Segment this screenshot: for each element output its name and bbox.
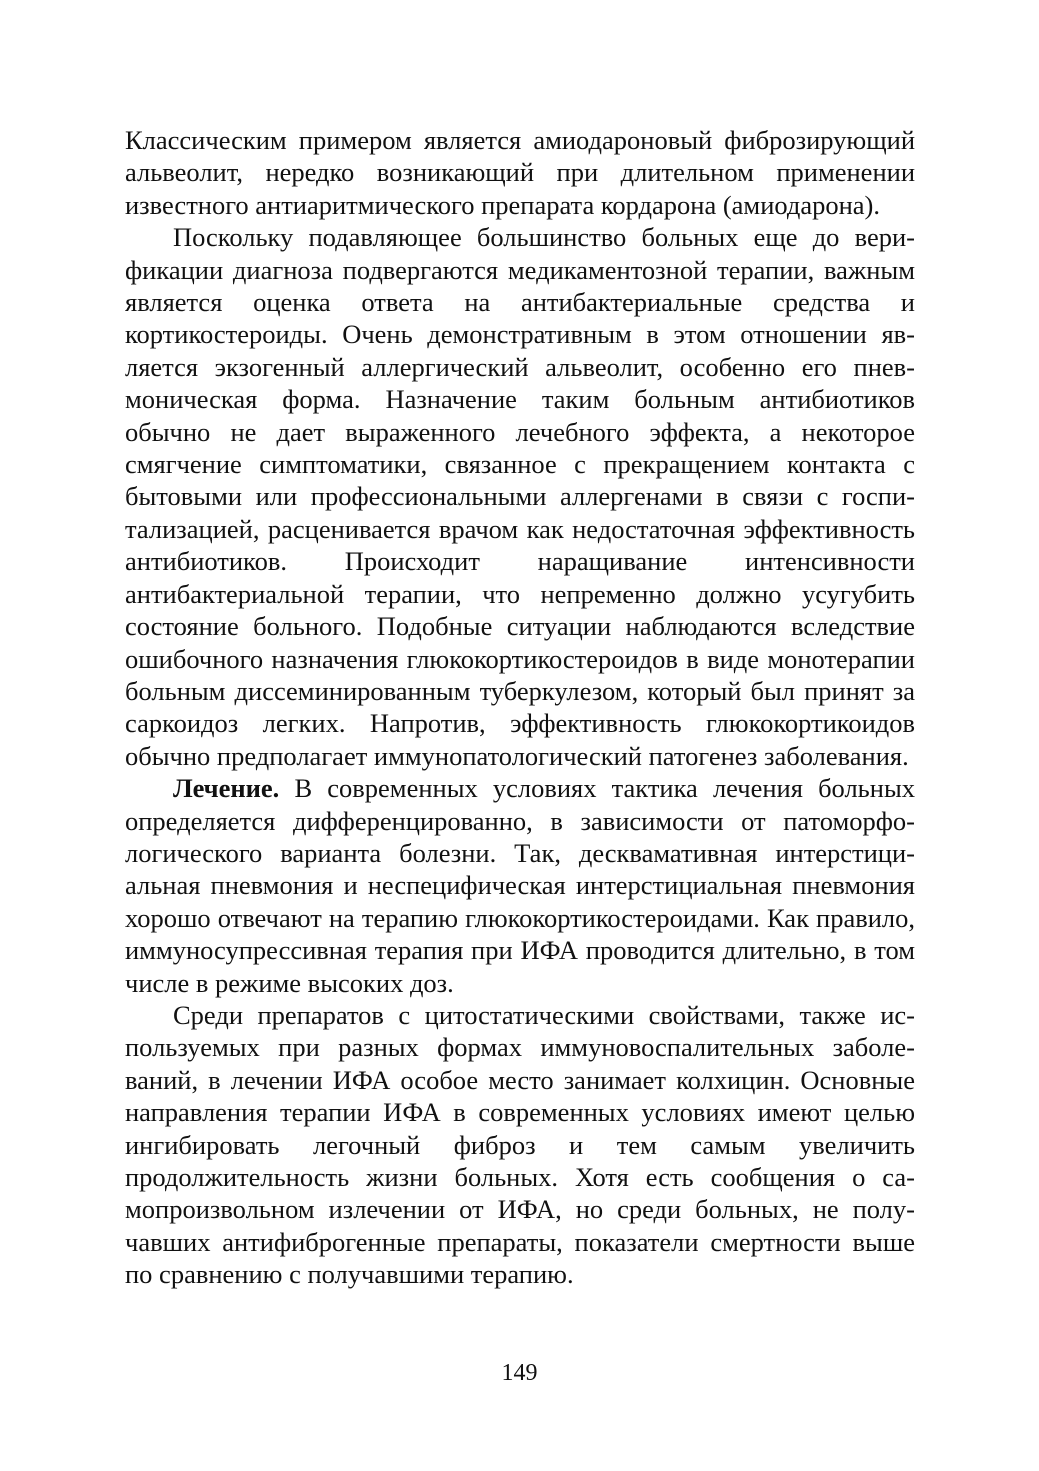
paragraph-treatment xyxy=(125,772,915,999)
paragraph-text: Классическим примером является амиодароновый фиброзирующий альвеолит, нередко возникающий при длительном применении известного антиаритмического препарата кордарона (амиодарона). xyxy=(125,125,915,220)
page-number: 149 xyxy=(501,1360,538,1386)
page-body xyxy=(125,124,915,1291)
paragraph-text: Среди препаратов с цитостатическими свойствами, также используемых при разных формах иммуновоспалительных заболеваний, в лечении ИФА особое место занимает колхицин. Основные направления терапии ИФА в современных условиях имеют целью ингибировать легочный фиброз и тем самым увеличить продолжительность жизни больных. Хотя есть сообщения о самопроизвольном излечении от ИФА, но среди больных, не получавших антифиброгенные препараты, показатели смертности выше по сравнению с получавшими терапию. xyxy=(125,999,915,1290)
paragraph-lead-heading: Лечение. xyxy=(173,773,280,804)
paragraph-amiodarone xyxy=(125,124,915,221)
paragraph-text: Поскольку подавляющее большинство больных еще до верификации диагноза подвергаются медикаментозной терапии, важным является оценка ответа на антибактериальные средства и кортикостероиды. Очень демонстративным в этом отношении является экзогенный аллергический альвеолит, особенно его пневмоническая форма. Назначение таким больным антибиотиков обычно не дает выраженного лечебного эффекта, а некоторое смягчение симптоматики, связанное с прекращением контакта с бытовыми или профессиональными аллергенами в связи с госпитализацией, расценивается врачом как недостаточная эффективность антибиотиков. Происходит наращивание интенсивности антибактериальной терапии, что непременно должно усугубить состояние больного. Подобные ситуации наблюдаются вследствие ошибочного назначения глюкокортикостероидов в виде монотерапии больным диссеминированным туберкулезом, который был принят за саркоидоз легких. Напротив, эффективность глюкокортикоидов обычно предполагает иммунопатологический патогенез заболевания. xyxy=(125,222,915,771)
paragraph-colchicine xyxy=(125,999,915,1291)
paragraph-text: В современных условиях тактика лечения больных определяется дифференцированно, в зависимости от патоморфологического варианта болезни. Так, десквамативная интерстициальная пневмония и неспецифическая интерстициальная пневмония хорошо отвечают на терапию глюкокортикостероидами. Как правило, иммуносупрессивная терапия при ИФА проводится длительно, в том числе в режиме высоких доз. xyxy=(125,773,915,998)
paragraph-therapy-response xyxy=(125,221,915,772)
